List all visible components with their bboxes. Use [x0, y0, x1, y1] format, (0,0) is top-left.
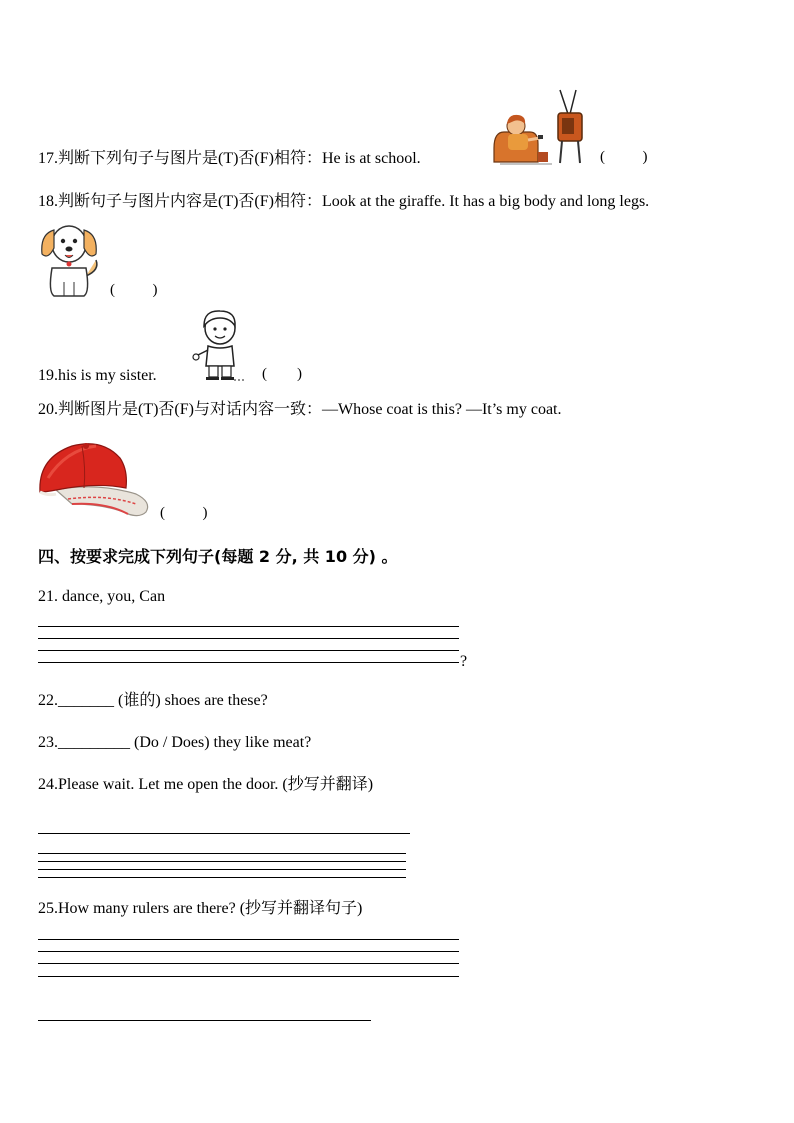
q21-answer-line-3[interactable]: [38, 650, 459, 651]
q21-text: 21. dance, you, Can: [38, 588, 166, 605]
q21-answer-line-4[interactable]: [38, 662, 459, 663]
q20-text: 20.判断图片是(T)否(F)与对话内容一致：—Whose coat is this? —It’s my coat.: [38, 401, 562, 418]
q21-question-mark: ?: [460, 653, 468, 670]
q24-answer-line-4[interactable]: [38, 869, 406, 870]
q21-answer-line-1[interactable]: [38, 626, 459, 627]
q24-answer-line-2[interactable]: [38, 853, 406, 854]
q24-text: 24.Please wait. Let me open the door. (抄写并翻译): [38, 776, 374, 793]
q25-answer-line-4[interactable]: [38, 976, 459, 977]
q25-answer-line-1[interactable]: [38, 939, 459, 940]
q19-text: 19.his is my sister.: [38, 367, 157, 384]
q17-text: 17.判断下列句子与图片是(T)否(F)相符：He is at school.: [38, 150, 421, 167]
q25-answer-line-5[interactable]: [38, 1020, 371, 1021]
q21-answer-line-2[interactable]: [38, 638, 459, 639]
q20-answer-paren[interactable]: ( ): [160, 505, 208, 521]
boy-icon: [190, 306, 250, 382]
q24-answer-line-3[interactable]: [38, 861, 406, 862]
q23-text[interactable]: 23._________ (Do / Does) they like meat?: [38, 734, 312, 751]
q25-answer-line-3[interactable]: [38, 963, 459, 964]
q18-answer-paren[interactable]: ( ): [110, 282, 158, 298]
q22-text[interactable]: 22._______ (谁的) shoes are these?: [38, 692, 268, 709]
q18-text: 18.判断句子与图片内容是(T)否(F)相符：Look at the giraffe. It has a big body and long legs.: [38, 193, 650, 210]
q25-text: 25.How many rulers are there? (抄写并翻译句子): [38, 900, 363, 917]
boy-watching-tv-icon: [490, 88, 590, 166]
q24-answer-line-1[interactable]: [38, 833, 410, 834]
q19-answer-paren[interactable]: ( ): [262, 366, 302, 382]
puppy-icon: [38, 222, 102, 298]
q25-answer-line-2[interactable]: [38, 951, 459, 952]
q17-answer-paren[interactable]: ( ): [600, 149, 648, 165]
section-four-heading: 四、按要求完成下列句子(每题 2 分, 共 10 分) 。: [38, 547, 398, 566]
red-cap-icon: [36, 438, 152, 524]
q24-answer-line-5[interactable]: [38, 877, 406, 878]
